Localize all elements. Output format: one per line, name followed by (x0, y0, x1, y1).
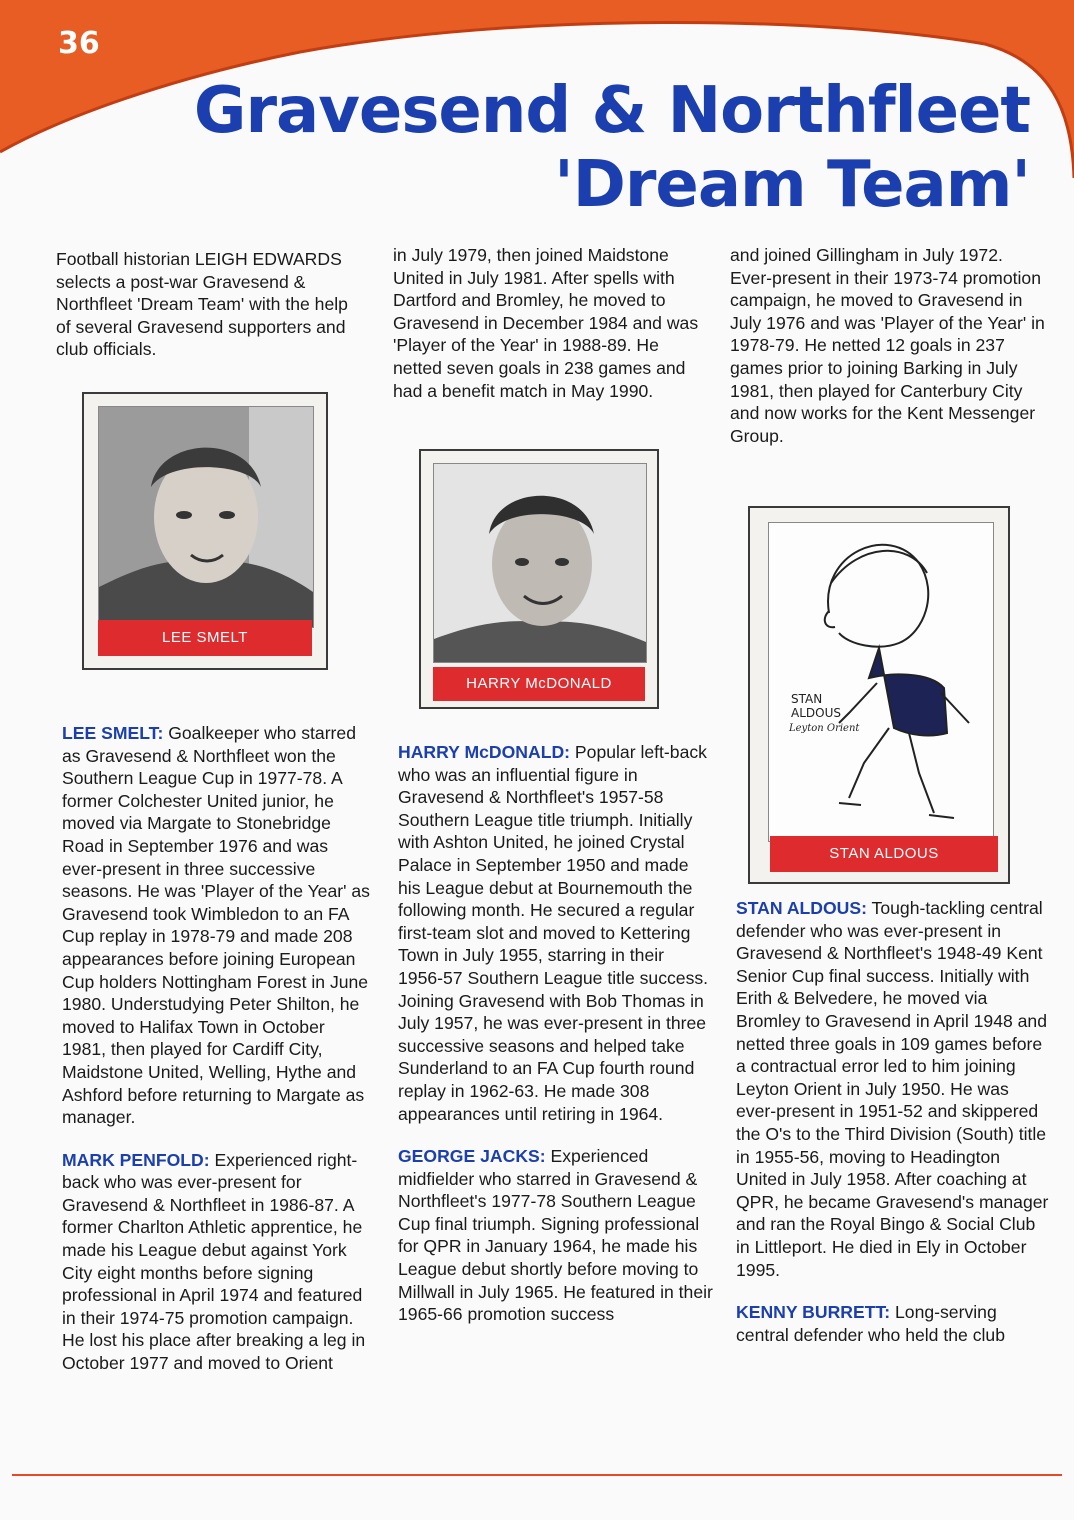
photo-lee-smelt (82, 392, 328, 670)
column-2-top (393, 244, 703, 422)
bottom-rule (12, 1474, 1062, 1476)
profile-text: Goalkeeper who starred as Gravesend & Northfleet won the Southern League Cup in 1977-78. A former Colchester United junior, he moved via Margate to Stonebridge Road in September 1976 and was ever-present in three successive seasons. He was 'Player of the Year' as Gravesend took Wimbledon to an FA Cup replay in 1978-79 and made 208 appearances before joining European Cup holders Nottingham Forest in June 1980. Understudying Peter Shilton, he moved to Halifax Town in October 1981, then played for Cardiff City, Maidstone United, Welling, Hythe and Ashford before returning to Margate as manager. (62, 723, 370, 1128)
column-1-bottom (62, 722, 372, 1395)
portrait-image (433, 463, 647, 663)
profile-text: Experienced right-back who was ever-present for Gravesend & Northfleet in 1986-87. A former Charlton Athletic apprentice, he made his League debut against York City eight months before signing professional in April 1974 and featured in their 1974-75 promotion campaign. He lost his place after breaking a leg in October 1977 and moved to Orient (62, 1149, 366, 1374)
caption-stan-aldous: STAN ALDOUS (770, 836, 998, 872)
sketch-line-3: Leyton Orient (789, 723, 860, 734)
portrait-lee-smelt (99, 407, 313, 627)
column-3-top (730, 244, 1045, 467)
profile-text: Long-serving central defender who held the club (736, 1302, 1005, 1345)
profile-text: Tough-tackling central defender who was ever-present in Gravesend & Northfleet's 1948-49 Kent Senior Cup final success. Initially with Erith & Belvedere, he moved via Bromley to Gravesend in April 1948 and netted three goals in 109 games before a contractual error led to him joining Leyton Orient in July 1950. He was ever-present in 1951-52 and skippered the O's to the Third Division (South) title in 1955-56, moving to Headington United in July 1958. After coaching at QPR, he became Gravesend's manager and ran the Royal Bingo & Social Club in Littleport. He died in Ely in October 1995. (736, 898, 1049, 1280)
profile-name: STAN ALDOUS: (736, 898, 867, 918)
intro-paragraph: Football historian LEIGH EDWARDS selects a post-war Gravesend & Northfleet 'Dream Team' with the help of several Gravesend supporters and club officials. (56, 249, 348, 360)
photo-harry-mcdonald (419, 449, 659, 709)
profile-mark-penfold (62, 1149, 372, 1375)
column-1-top (56, 248, 356, 381)
profile-name: KENNY BURRETT: (736, 1302, 891, 1323)
sketch-line-2: ALDOUS (791, 706, 841, 720)
profile-name: HARRY McDONALD: (398, 742, 571, 762)
profile-name: MARK PENFOLD: (62, 1149, 210, 1170)
profile-george-jacks (398, 1145, 713, 1326)
portrait-harry-mcdonald (434, 464, 646, 662)
column-3-bottom (736, 897, 1051, 1366)
profile-text: Experienced midfielder who starred in Gravesend & Northfleet's 1977-78 Southern League Cup final triumph. Signing professional for QPR in January 1964, he made his League debut shortly before moving to Millwall in July 1965. He featured in their 1965-66 promotion success (398, 1146, 713, 1325)
profile-kenny-burrett (736, 1301, 1051, 1346)
page-number: 36 (58, 26, 100, 61)
profile-george-jacks-continued: and joined Gillingham in July 1972. Ever-present in their 1973-74 promotion campaign, he moved to Gravesend in July 1976 and was 'Player of the Year' in 1978-79. He netted 12 goals in 237 games prior to joining Barking in July 1981, then played for Canterbury City and now works for the Kent Messenger Group. (730, 245, 1045, 446)
photo-stan-aldous (748, 506, 1010, 884)
caricature-stan-aldous (769, 523, 993, 841)
column-2-bottom (398, 741, 713, 1346)
sketch-line-1: STAN (791, 692, 823, 706)
profile-harry-mcdonald (398, 741, 713, 1125)
portrait-image (98, 406, 314, 628)
profile-lee-smelt (62, 722, 372, 1129)
profile-name: GEORGE JACKS: (398, 1146, 546, 1167)
title-line-2: 'Dream Team' (554, 148, 1030, 222)
caption-harry-mcdonald: HARRY McDONALD (433, 667, 645, 701)
profile-text: Popular left-back who was an influential figure in Gravesend & Northfleet's 1957-58 Southern League title triumph. Initially with Ashton United, he joined Crystal Palace in September 1950 and made his League debut at Bournemouth the following month. He secured a regular first-team slot and moved to Kettering Town in July 1955, starring in their 1956-57 Southern League title success. Joining Gravesend with Bob Thomas in July 1957, he was ever-present in three successive seasons and helped take Sunderland to an FA Cup fourth round replay in 1962-63. He made 308 appearances until retiring in 1964. (398, 742, 709, 1124)
page-title (194, 74, 1030, 222)
profile-name: LEE SMELT: (62, 723, 164, 743)
profile-stan-aldous (736, 897, 1051, 1281)
profile-mark-penfold-continued: in July 1979, then joined Maidstone United in July 1981. After spells with Dartford and Bromley, he moved to Gravesend in December 1984 and was 'Player of the Year' in 1988-89. He netted seven goals in 238 games and had a benefit match in May 1990. (393, 245, 699, 401)
caption-lee-smelt: LEE SMELT (98, 620, 312, 656)
title-line-1: Gravesend & Northfleet (193, 74, 1030, 148)
caricature-image (768, 522, 994, 842)
